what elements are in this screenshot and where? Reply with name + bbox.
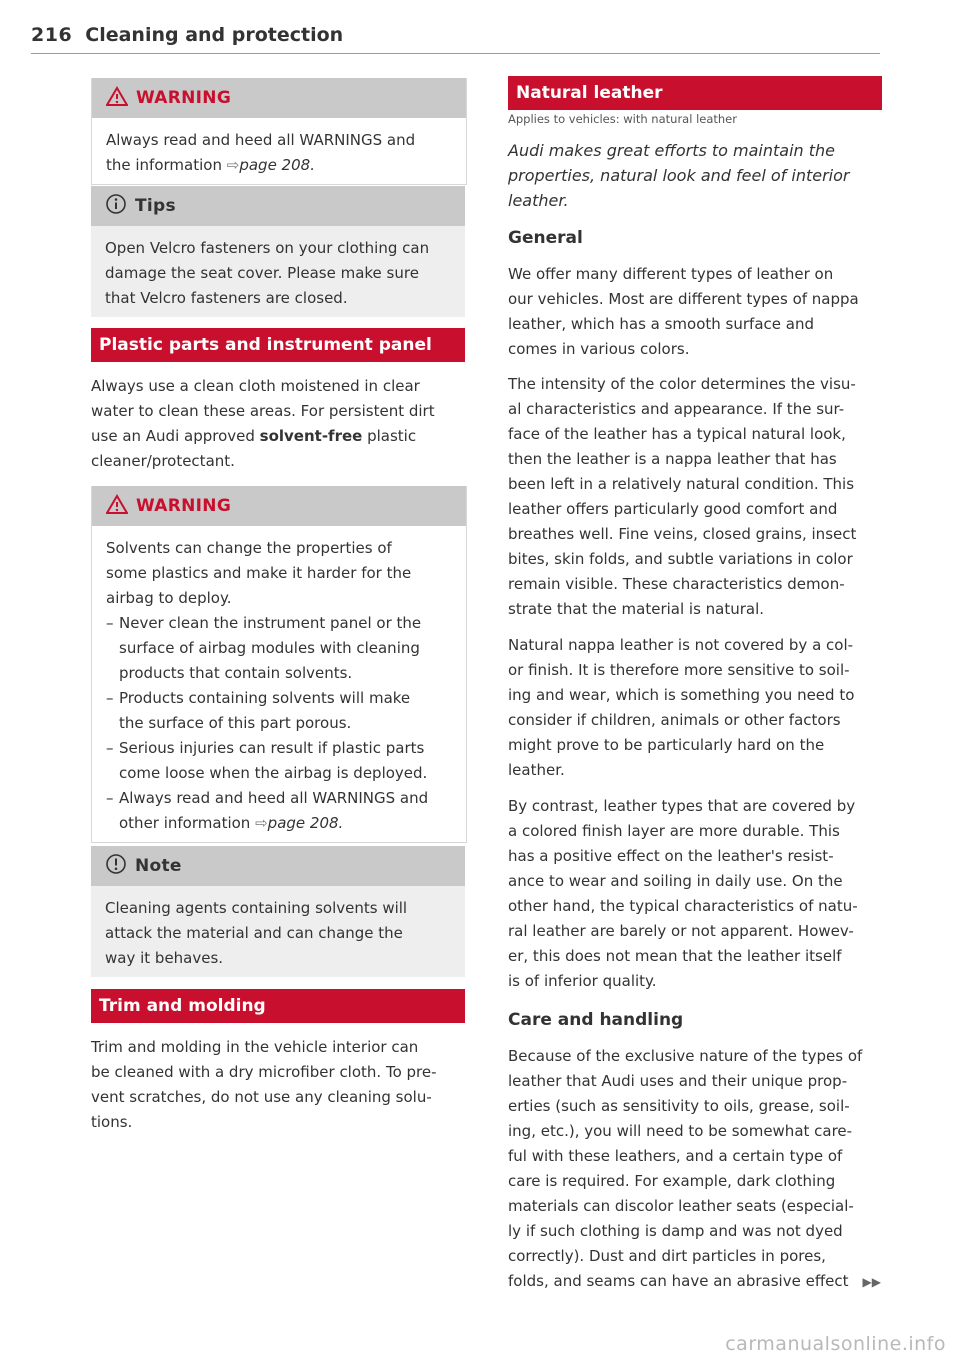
text-line: leather. — [508, 761, 565, 779]
header-rule — [31, 53, 880, 54]
tips-box — [91, 186, 465, 317]
continue-arrow-icon: ▶▶ — [862, 1275, 881, 1289]
text-line: leather. — [508, 191, 569, 210]
text-line: come loose when the airbag is deployed. — [119, 764, 428, 782]
text-line: ing, etc.), you will need to be somewhat care- — [508, 1122, 853, 1140]
text-line: Open Velcro fasteners on your clothing can — [105, 239, 430, 257]
text-line: way it behaves. — [105, 949, 224, 967]
text-line: tions. — [91, 1113, 133, 1131]
warning-triangle-icon — [106, 494, 128, 519]
text-fragment: other information — [119, 814, 251, 832]
text-line — [91, 424, 465, 449]
paragraph-care — [508, 1044, 882, 1295]
tips-title: Tips — [135, 196, 176, 216]
text-line — [508, 1269, 882, 1295]
text-line: the surface of this part porous. — [119, 714, 352, 732]
warning-title: WARNING — [136, 496, 232, 516]
text-line: or finish. It is therefore more sensitive to soil- — [508, 661, 850, 679]
page-reference-link[interactable]: page 208. — [239, 156, 315, 174]
text-line: materials can discolor leather seats (especial- — [508, 1197, 854, 1215]
text-line: be cleaned with a dry microfiber cloth. To pre- — [91, 1063, 437, 1081]
text-line: face of the leather has a typical natural look, — [508, 425, 846, 443]
text-line: Serious injuries can result if plastic parts — [119, 739, 425, 757]
text-line: some plastics and make it harder for the — [106, 564, 412, 582]
plastic-paragraph — [91, 374, 465, 474]
text-line: Always read and heed all WARNINGS and — [119, 789, 429, 807]
list-item: – Serious injuries can result if plastic parts come loose when the airbag is deployed. — [106, 736, 452, 786]
text-line: Trim and molding in the vehicle interior can — [91, 1038, 419, 1056]
emphasis-solvent-free: solvent-free — [259, 427, 363, 445]
text-line: ly if such clothing is damp and was not dyed — [508, 1222, 843, 1240]
list-item: – Never clean the instrument panel or the surface of airbag modules with cleaning products that contain solvents. — [106, 611, 452, 686]
text-line: ance to wear and soiling in daily use. On the — [508, 872, 843, 890]
chapter-title: Cleaning and protection — [85, 24, 344, 46]
watermark: carmanualsonline.info — [725, 1333, 946, 1355]
warning-box-1-header — [92, 78, 466, 118]
text-line: leather, which has a smooth surface and — [508, 315, 814, 333]
text-line: Audi makes great efforts to maintain the — [508, 141, 836, 160]
text-line: Cleaning agents containing solvents will — [105, 899, 408, 917]
text-line: cleaner/protectant. — [91, 452, 235, 470]
text-line: damage the seat cover. Please make sure — [105, 264, 419, 282]
text-line: Never clean the instrument panel or the — [119, 614, 422, 632]
page-reference-link[interactable]: page 208. — [267, 814, 344, 832]
text-line: Because of the exclusive nature of the types of — [508, 1047, 863, 1065]
text-line: Products containing solvents will make — [119, 689, 411, 707]
subheading-care: Care and handling — [508, 1010, 684, 1030]
tips-box-header — [91, 186, 465, 226]
section-heading-plastic: Plastic parts and instrument panel — [91, 328, 465, 362]
warning-box-1-body — [92, 118, 466, 184]
note-box-header — [91, 846, 465, 886]
text-line: By contrast, leather types that are covered by — [508, 797, 856, 815]
warning-triangle-icon — [106, 86, 128, 111]
info-icon — [105, 193, 127, 220]
text-line: ing and wear, which is something you need to — [508, 686, 855, 704]
text-line: is of inferior quality. — [508, 972, 657, 990]
text-line: water to clean these areas. For persistent dirt — [91, 402, 435, 420]
warning-box-2-header — [92, 486, 466, 526]
page-header — [31, 24, 881, 46]
warning-title: WARNING — [136, 88, 232, 108]
text-line: Natural nappa leather is not covered by a col- — [508, 636, 854, 654]
text-fragment: the information — [106, 156, 222, 174]
text-line: al characteristics and appearance. If the sur- — [508, 400, 845, 418]
ref-arrow: ⇨ — [255, 814, 268, 832]
text-line: ral leather are barely or not apparent. Howev- — [508, 922, 854, 940]
text-line — [106, 153, 452, 178]
text-line: bites, skin folds, and subtle variations in color — [508, 550, 853, 568]
text-line: leather offers particularly good comfort and — [508, 500, 838, 518]
text-line: strate that the material is natural. — [508, 600, 765, 618]
text-line: Always use a clean cloth moistened in clear — [91, 377, 420, 395]
tips-box-body — [91, 226, 465, 317]
text-line: products that contain solvents. — [119, 664, 353, 682]
text-line: attack the material and can change the — [105, 924, 403, 942]
text-line: consider if children, animals or other factors — [508, 711, 841, 729]
list-item: – Always read and heed all WARNINGS and other information ⇨page 208. — [106, 786, 452, 836]
text-line: erties (such as sensitivity to oils, grease, soil- — [508, 1097, 850, 1115]
text-line: remain visible. These characteristics demon- — [508, 575, 845, 593]
text-line: properties, natural look and feel of interior — [508, 166, 850, 185]
text-line: breathes well. Fine veins, closed grains, insect — [508, 525, 857, 543]
text-line: comes in various colors. — [508, 340, 690, 358]
note-box — [91, 846, 465, 977]
text-line: leather that Audi uses and their unique prop- — [508, 1072, 848, 1090]
text-line: has a positive effect on the leather's resist- — [508, 847, 834, 865]
text-line: our vehicles. Most are different types of nappa — [508, 290, 859, 308]
warning-box-2-body — [92, 526, 466, 842]
text-line: airbag to deploy. — [106, 589, 232, 607]
text-line: We offer many different types of leather on — [508, 265, 834, 283]
text-line: that Velcro fasteners are closed. — [105, 289, 348, 307]
ref-arrow: ⇨ — [226, 156, 240, 174]
warning-box-2 — [91, 486, 467, 843]
warning-box-1 — [91, 78, 467, 185]
note-box-body — [91, 886, 465, 977]
text-line: a colored finish layer are more durable. This — [508, 822, 840, 840]
text-line: might prove to be particularly hard on the — [508, 736, 825, 754]
text-line: correctly). Dust and dirt particles in pores, — [508, 1247, 826, 1265]
text-line: been left in a relatively natural condition. This — [508, 475, 855, 493]
page-number: 216 — [31, 24, 73, 46]
exclamation-circle-icon — [105, 853, 127, 880]
text-line: Always read and heed all WARNINGS and — [106, 131, 416, 149]
text-line: The intensity of the color determines the visu- — [508, 375, 856, 393]
text-line — [119, 811, 428, 836]
text-line: care is required. For example, dark clothing — [508, 1172, 836, 1190]
text-line: vent scratches, do not use any cleaning solu- — [91, 1088, 432, 1106]
subheading-general: General — [508, 228, 583, 248]
text-line: er, this does not mean that the leather itself — [508, 947, 842, 965]
text-fragment: folds, and seams can have an abrasive effect — [508, 1272, 849, 1290]
paragraph-nappa — [508, 633, 882, 783]
list-item: – Products containing solvents will make the surface of this part porous. — [106, 686, 452, 736]
paragraph-types — [508, 262, 882, 362]
text-line: Solvents can change the properties of — [106, 539, 392, 557]
intro-paragraph — [508, 138, 882, 213]
note-title: Note — [135, 856, 182, 876]
text-line: other hand, the typical characteristics of natu- — [508, 897, 858, 915]
applies-to-note: Applies to vehicles: with natural leather — [508, 112, 737, 126]
section-heading-trim: Trim and molding — [91, 989, 465, 1023]
text-line: surface of airbag modules with cleaning — [119, 639, 420, 657]
text-fragment: use an Audi approved — [91, 427, 260, 445]
text-line: then the leather is a nappa leather that has — [508, 450, 837, 468]
paragraph-contrast — [508, 794, 882, 994]
paragraph-intensity — [508, 372, 882, 622]
text-fragment: plastic — [362, 427, 417, 445]
section-heading-natural-leather: Natural leather — [508, 76, 882, 110]
text-line: ful with these leathers, and a certain type of — [508, 1147, 843, 1165]
trim-paragraph — [91, 1035, 465, 1135]
